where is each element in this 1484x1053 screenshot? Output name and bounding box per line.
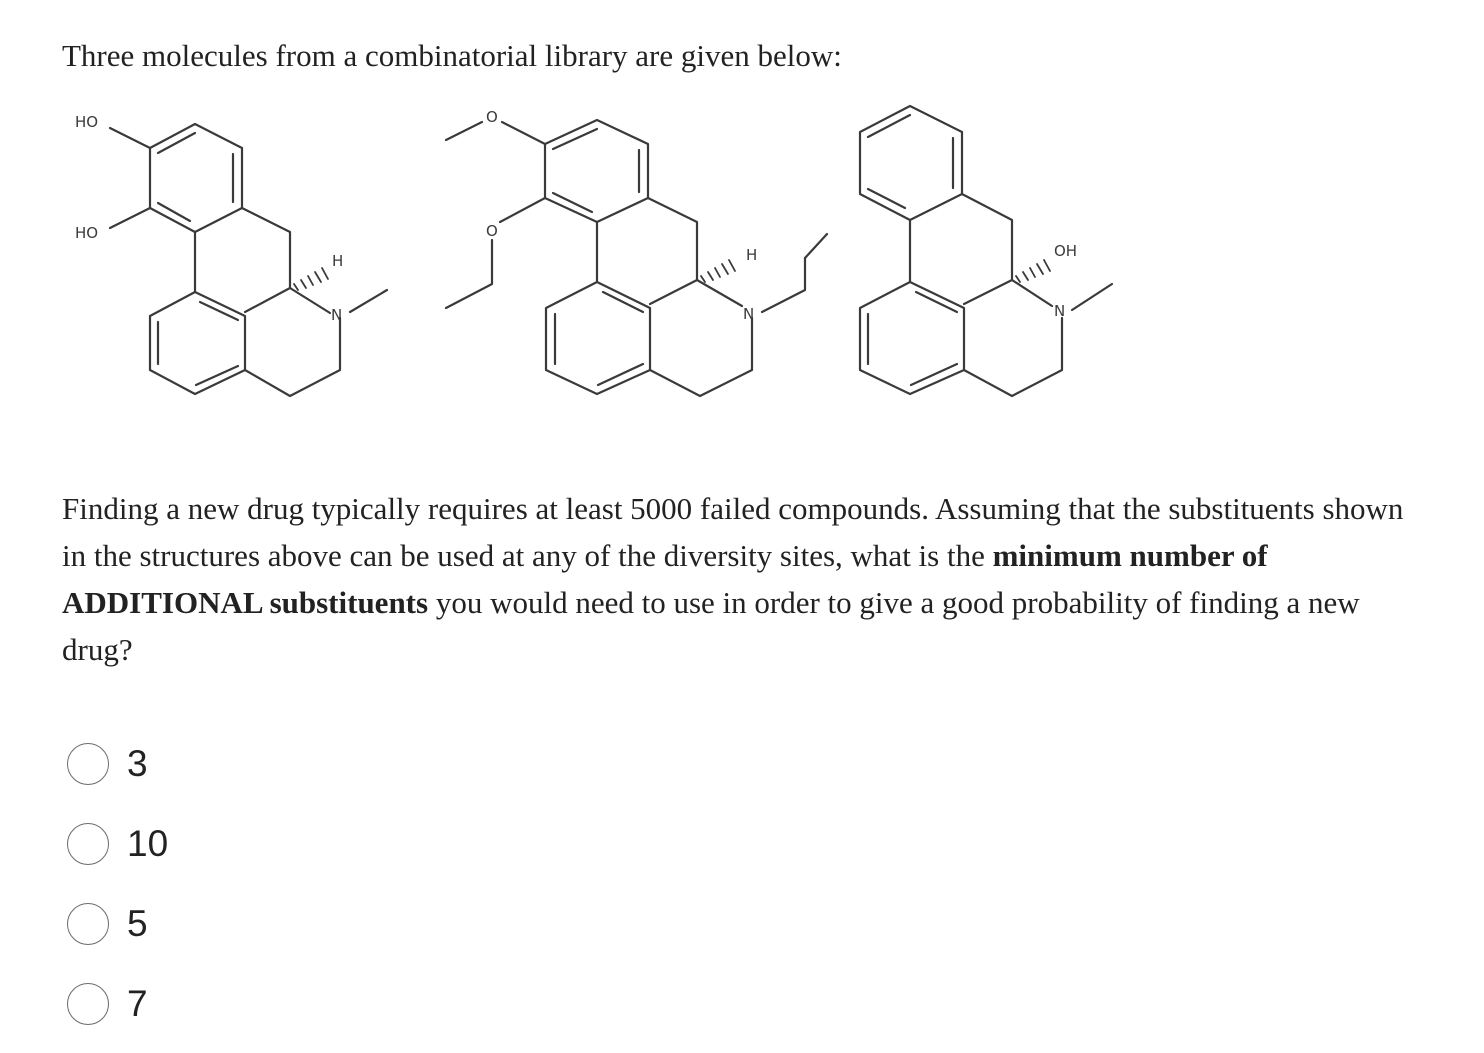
question-line-4: drug? (62, 632, 133, 667)
question-line-2 (62, 532, 1484, 579)
answer-option-10[interactable] (67, 804, 168, 884)
mol3-n-label: N (1054, 302, 1066, 320)
question-line-3 (62, 579, 1484, 626)
option-label[interactable]: 10 (127, 823, 169, 864)
molecule-2 (446, 120, 827, 396)
mol2-o-bottom-label: O (486, 222, 498, 240)
question-text (62, 485, 1484, 673)
option-label[interactable]: 7 (127, 983, 148, 1024)
mol3-oh-label: OH (1054, 242, 1078, 260)
mol1-h-label: H (332, 252, 344, 270)
mol1-ho-bottom-label: HO (75, 224, 99, 242)
question-line-2-text: in the structures above can be used at any of the diversity sites, what is the (62, 538, 993, 573)
radio-button[interactable] (67, 983, 109, 1025)
option-label[interactable]: 3 (127, 743, 148, 784)
answer-option-3[interactable] (67, 724, 168, 804)
answer-options (67, 724, 168, 1044)
radio-button[interactable] (67, 903, 109, 945)
question-line-3-text: you would need to use in order to give a good probability of finding a new (428, 585, 1360, 620)
mol2-n-label: N (743, 305, 755, 323)
mol2-o-top-label: O (486, 108, 498, 126)
molecule-1 (110, 124, 387, 396)
mol1-n-label: N (331, 306, 343, 324)
mol1-ho-top-label: HO (75, 113, 99, 131)
emphasis-minimum-number: minimum number of (992, 538, 1268, 573)
radio-button[interactable] (67, 743, 109, 785)
option-label[interactable]: 5 (127, 903, 148, 944)
question-prompt: Three molecules from a combinatorial library are given below: (62, 38, 842, 73)
answer-option-7[interactable] (67, 964, 168, 1044)
emphasis-additional-substituents: ADDITIONAL substituents (62, 585, 429, 620)
answer-option-5[interactable] (67, 884, 168, 964)
molecule-structures (60, 100, 1140, 410)
mol2-h-label: H (746, 246, 758, 264)
radio-button[interactable] (67, 823, 109, 865)
question-line-1: Finding a new drug typically requires at least 5000 failed compounds. Assuming that the substituents shown (62, 491, 1404, 526)
